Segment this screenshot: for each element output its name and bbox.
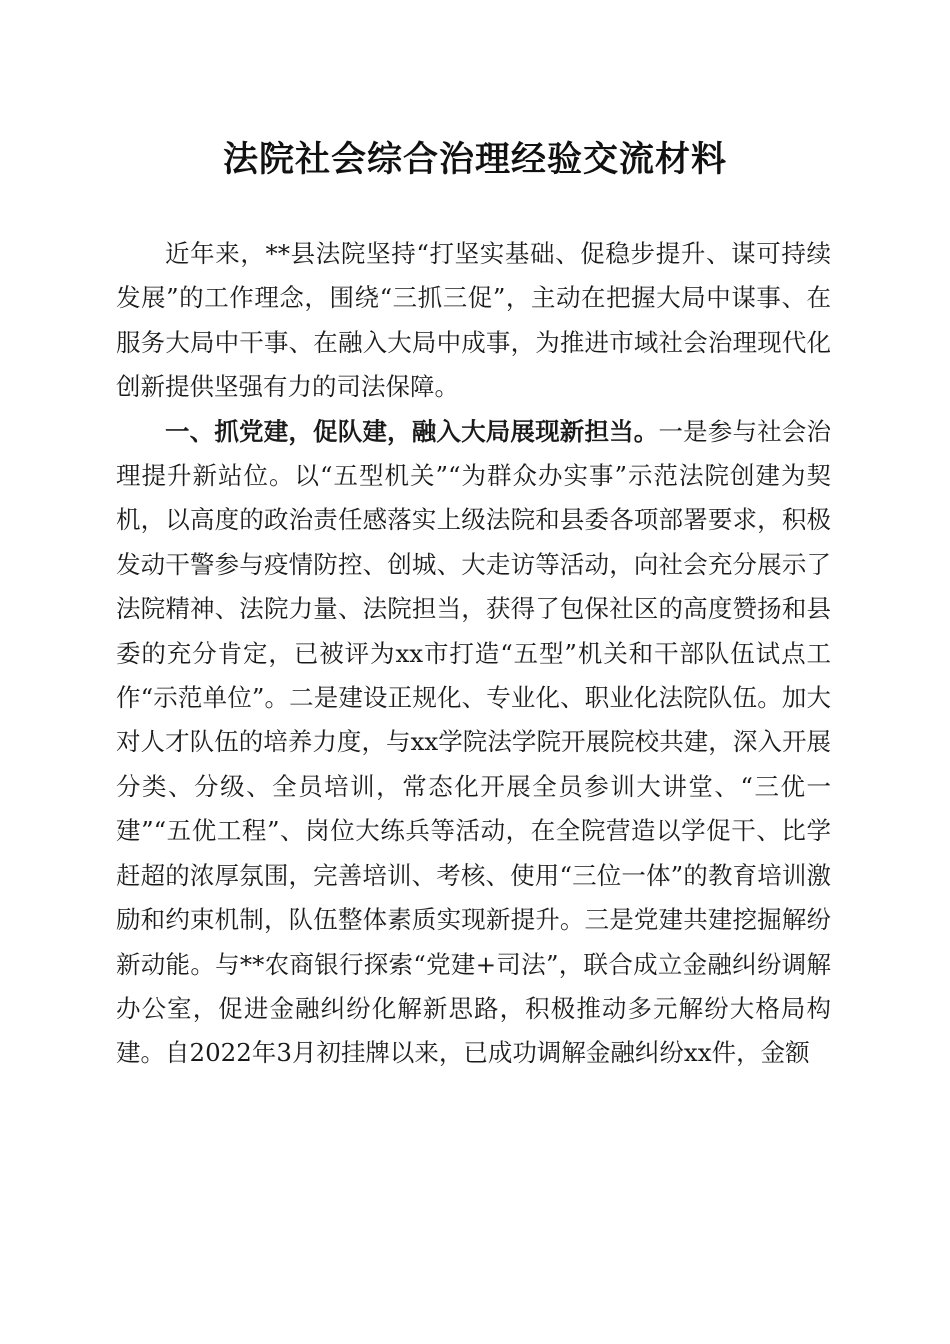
intro-paragraph: 近年来，**县法院坚持“打坚实基础、促稳步提升、谋可持续发展”的工作理念，围绕“三抓三促”，主动在把握大局中谋事、在服务大局中干事、在融入大局中成事，为推进市域社会治理现代化创新提供坚强有力的司法保障。 <box>116 239 831 402</box>
document-body <box>116 232 831 1076</box>
section-1-body: 一是参与社会治理提升新站位。以“五型机关”“为群众办实事”示范法院创建为契机，以高度的政治责任感落实上级法院和县委各项部署要求，积极发动干警参与疫情防控、创城、大走访等活动，向社会充分展示了法院精神、法院力量、法院担当，获得了包保社区的高度赞扬和县委的充分肯定，已被评为xx市打造“五型”机关和干部队伍试点工作“示范单位”。二是建设正规化、专业化、职业化法院队伍。加大对人才队伍的培养力度，与xx学院法学院开展院校共建，深入开展分类、分级、全员培训，常态化开展全员参训大讲堂、“三优一建”“五优工程”、岗位大练兵等活动，在全院营造以学促干、比学赶超的浓厚氛围，完善培训、考核、使用“三位一体”的教育培训激励和约束机制，队伍整体素质实现新提升。三是党建共建挖掘解纷新动能。与**农商银行探索“党建+司法”，联合成立金融纠纷调解办公室，促进金融纠纷化解新思路，积极推动多元解纷大格局构建。自2022年3月初挂牌以来，已成功调解金融纠纷xx件，金额 <box>116 416 832 1068</box>
document-title: 法院社会综合治理经验交流材料 <box>222 139 727 180</box>
section-1-heading: 一、抓党建，促队建，融入大局展现新担当。 <box>165 416 659 446</box>
section-1-paragraph <box>116 410 831 1076</box>
